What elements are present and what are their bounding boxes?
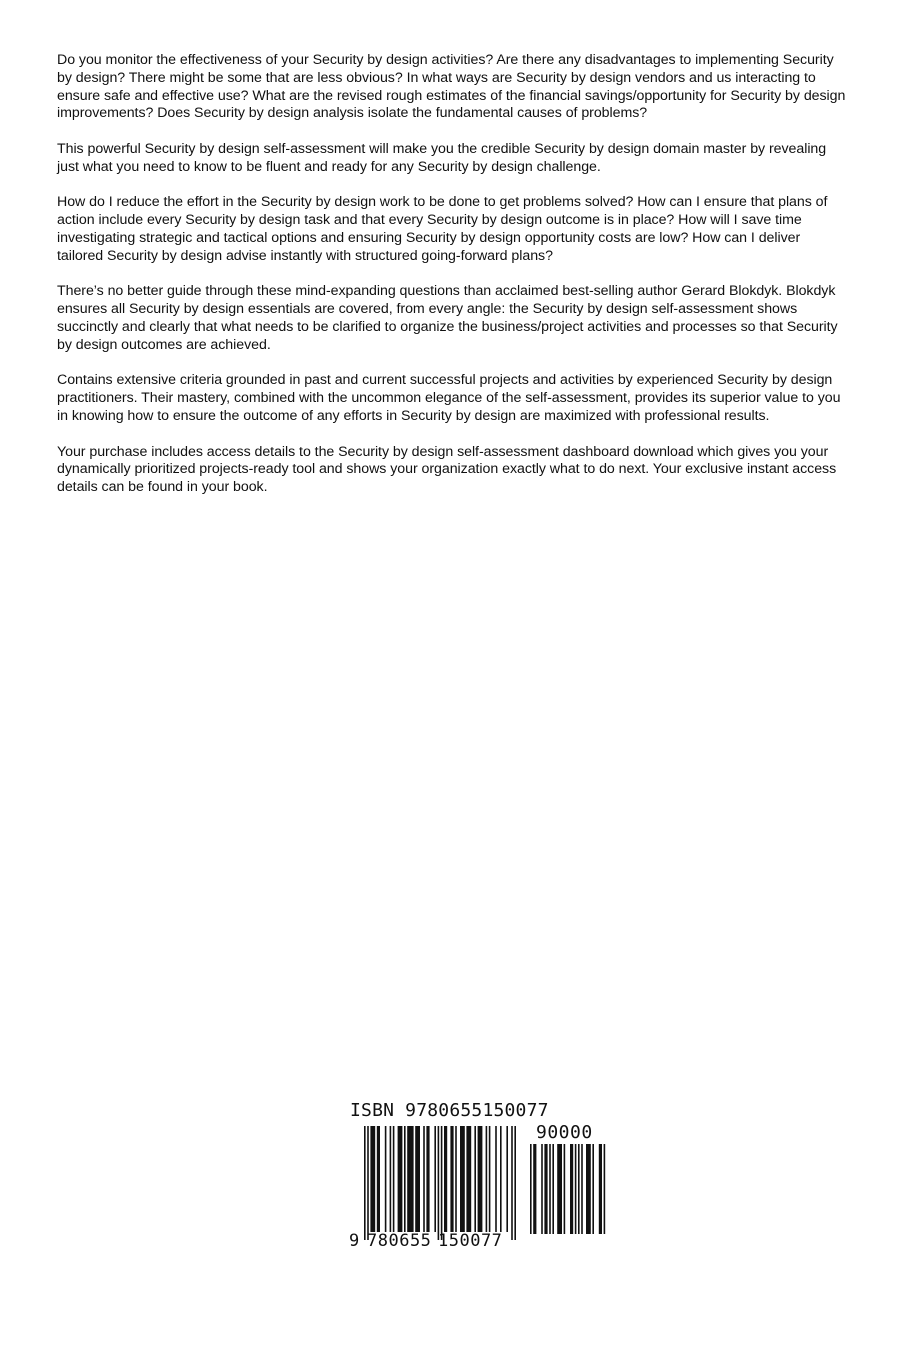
barcode-bar: [370, 1126, 375, 1232]
isbn-barcode: [346, 1100, 616, 1260]
barcode-addon-bar: [564, 1144, 566, 1234]
paragraph-5: Contains extensive criteria grounded in past and current successful projects and activities by experienced Security by design practitioners. Their mastery, combined with the uncommon elegance of the self-assessment, provides its superior value to you in knowing how to ensure the outcome of any efforts in Security by design are maximized with professional results.: [57, 372, 841, 424]
barcode-addon-bar: [541, 1144, 543, 1234]
barcode-bar: [398, 1126, 403, 1232]
back-cover-description: [57, 52, 847, 515]
barcode-bar: [423, 1126, 425, 1232]
barcode-bar: [426, 1126, 429, 1232]
paragraph-4: There’s no better guide through these mind-expanding questions than acclaimed best-selling author Gerard Blokdyk. Blokdyk ensures all Security by design essentials are covered, from every angle: the Security by design self-assessment shows succinctly and clearly that what needs to be clarified to organize the business/project activities and processes so that Security by design outcomes are achieved.: [57, 283, 838, 353]
barcode-bar: [460, 1126, 465, 1232]
barcode-bar: [393, 1126, 395, 1232]
barcode-guard-bar: [367, 1126, 369, 1240]
barcode-bar: [474, 1126, 476, 1232]
barcode-guard-bar: [364, 1126, 366, 1240]
barcode-bar: [444, 1126, 447, 1232]
barcode-bar: [486, 1126, 488, 1232]
barcode-bar: [404, 1126, 406, 1232]
paragraph-2: This powerful Security by design self-assessment will make you the credible Security by design domain master by revealing just what you need to know to be fluent and ready for any Security by design challenge.: [57, 140, 827, 175]
barcode-guard-bar: [438, 1126, 440, 1240]
paragraph-3: How do I reduce the effort in the Security by design work to be done to get problems solved? How can I ensure that plans of action include every Security by design task and that every Security by design outcome is in place? How will I save time investigating strategic and tactical options and ensuring Security by design opportunity costs are low? How can I deliver tailored Security by design advise instantly with structured going-forward plans?: [57, 194, 828, 264]
barcode-addon-bar: [575, 1144, 577, 1234]
barcode-bar: [478, 1126, 483, 1232]
barcode-guard-bar: [441, 1126, 443, 1240]
barcode-addon-bar: [599, 1144, 602, 1234]
barcode-guard-bar: [511, 1126, 513, 1240]
paragraph-6: Your purchase includes access details to the Security by design self-assessment dashboard download which gives you your dynamically prioritized projects-ready tool and shows your organization exactly what to do next. Your exclusive instant access details can be found in your book.: [57, 443, 837, 496]
barcode-right-digits: 150077: [438, 1231, 503, 1251]
barcode-addon-bar: [604, 1144, 606, 1234]
barcode-bar: [466, 1126, 471, 1232]
barcode-guard-bar: [514, 1126, 516, 1240]
barcode-bar: [434, 1126, 436, 1232]
barcode-bar: [377, 1126, 380, 1232]
barcode-addon-number: 90000: [536, 1122, 593, 1143]
barcode-addon-bar: [592, 1144, 594, 1234]
barcode-first-digit: 9: [349, 1231, 360, 1251]
barcode-bar: [455, 1126, 457, 1232]
barcode-bar: [495, 1126, 497, 1232]
barcode-bar: [489, 1126, 491, 1232]
barcode-addon-bar: [544, 1144, 547, 1234]
barcode-bar: [407, 1126, 413, 1232]
barcode-addon-bar: [586, 1144, 591, 1234]
barcode-bar: [415, 1126, 420, 1232]
barcode-addon-bar: [581, 1144, 583, 1234]
barcode-addon-bar: [578, 1144, 580, 1234]
barcode-bar: [500, 1126, 502, 1232]
barcode-bar: [390, 1126, 392, 1232]
barcode-addon-bar: [530, 1144, 532, 1234]
barcode-left-digits: 780655: [367, 1231, 432, 1251]
barcode-addon-bar: [533, 1144, 536, 1234]
barcode-addon-bar: [557, 1144, 562, 1234]
barcode-addon-bar: [552, 1144, 554, 1234]
isbn-label: ISBN 9780655150077: [350, 1100, 549, 1121]
barcode-bar: [506, 1126, 508, 1232]
paragraph-1: Do you monitor the effectiveness of your Security by design activities? Are there any disadvantages to implementing Security by design? There might be some that are less obvious? In what ways are Security by design vendors and us interacting to ensure safe and effective use? What are the revised rough estimates of the financial savings/opportunity for Security by design improvements? Does Security by design analysis isolate the fundamental causes of problems?: [57, 52, 846, 122]
barcode-bar: [385, 1126, 387, 1232]
barcode-bar: [450, 1126, 453, 1232]
barcode-addon-bar: [549, 1144, 551, 1234]
barcode-addon-bar: [570, 1144, 573, 1234]
